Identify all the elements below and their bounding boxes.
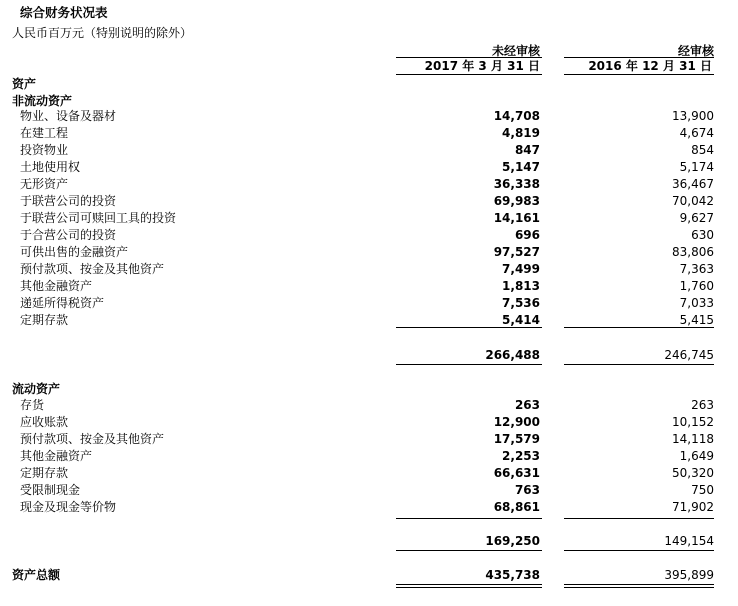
total-assets-col2: 395,899 [664,568,714,582]
noncurrent-subtotal-rule-col2 [564,327,714,328]
current-total-col2: 149,154 [664,534,714,548]
col1-date-header [396,57,542,75]
row-label: 无形资产 [20,177,69,191]
row-value-col1: 66,631 [493,466,540,480]
table-row [0,244,738,261]
noncurrent-total-rule-col2 [564,364,714,365]
row-value-col1: 847 [514,143,540,157]
row-value-col1: 5,147 [502,160,540,174]
table-row [0,142,738,159]
row-value-col2: 7,033 [679,296,714,310]
row-value-col2: 630 [691,228,714,242]
current-total-row [0,533,738,550]
unit-note: 人民币百万元（特别说明的除外） [12,26,193,40]
total-assets-rule-col1-b [396,587,542,588]
table-row [0,278,738,295]
row-value-col2: 71,902 [672,500,714,514]
current-total-rule-col2 [564,550,714,551]
table-row [0,125,738,142]
row-value-col1: 12,900 [493,415,540,429]
row-label: 于联营公司可赎回工具的投资 [20,211,177,225]
table-row [0,397,738,414]
row-value-col2: 1,760 [679,279,714,293]
col1-status-header: 未经审核 [491,44,540,58]
total-assets-rule-col1-a [396,584,542,585]
current-subtotal-rule-col1 [396,518,542,519]
row-label: 现金及现金等价物 [20,500,117,514]
assets-heading: 资产 [12,77,37,91]
row-value-col1: 14,708 [493,109,540,123]
row-value-col2: 70,042 [672,194,714,208]
row-value-col2: 83,806 [672,245,714,259]
row-label: 投资物业 [20,143,69,157]
row-label: 其他金融资产 [20,449,93,463]
row-value-col2: 750 [691,483,714,497]
row-value-col1: 97,527 [493,245,540,259]
noncurrent-subtotal-rule-col1 [396,327,542,328]
total-assets-rule-col2-a [564,584,714,585]
table-row [0,448,738,465]
row-value-col2: 7,363 [679,262,714,276]
row-label: 受限制现金 [20,483,81,497]
table-row [0,431,738,448]
row-value-col2: 854 [691,143,714,157]
row-value-col1: 69,983 [493,194,540,208]
row-value-col2: 5,174 [679,160,714,174]
col2-date-header [564,57,714,75]
row-label: 可供出售的金融资产 [20,245,129,259]
current-total-rule-col1 [396,550,542,551]
noncurrent-total-rule-col1 [396,364,542,365]
row-value-col1: 36,338 [493,177,540,191]
table-row [0,108,738,125]
total-assets-rule-col2-b [564,587,714,588]
row-value-col2: 5,415 [679,313,714,327]
row-label: 物业、设备及器材 [20,109,117,123]
row-value-col1: 14,161 [493,211,540,225]
row-value-col2: 4,674 [679,126,714,140]
table-row [0,414,738,431]
table-row [0,159,738,176]
table-row [0,499,738,516]
row-value-col1: 2,253 [502,449,540,463]
col1-date-text: 2017 年 3 月 31 日 [424,59,540,73]
row-value-col1: 1,813 [502,279,540,293]
table-row [0,465,738,482]
table-row [0,176,738,193]
row-value-col2: 1,649 [679,449,714,463]
noncurrent-total-col2: 246,745 [664,348,714,362]
row-value-col1: 4,819 [502,126,540,140]
row-label: 于合营公司的投资 [20,228,117,242]
current-total-col1: 169,250 [485,534,540,548]
table-row [0,227,738,244]
row-value-col1: 263 [514,398,540,412]
row-value-col1: 7,499 [502,262,540,276]
current-heading: 流动资产 [12,382,61,396]
row-value-col1: 17,579 [493,432,540,446]
total-assets-row [0,567,738,584]
table-row [0,261,738,278]
row-value-col2: 9,627 [679,211,714,225]
row-label: 预付款项、按金及其他资产 [20,262,165,276]
row-label: 定期存款 [20,466,69,480]
row-label: 存货 [20,398,45,412]
total-assets-col1: 435,738 [485,568,540,582]
row-value-col2: 50,320 [672,466,714,480]
table-row [0,482,738,499]
row-value-col2: 13,900 [672,109,714,123]
row-label: 其他金融资产 [20,279,93,293]
table-row [0,210,738,227]
table-row [0,295,738,312]
row-label: 递延所得税资产 [20,296,105,310]
noncurrent-total-row [0,347,738,364]
noncurrent-heading: 非流动资产 [12,94,73,108]
noncurrent-total-col1: 266,488 [485,348,540,362]
col2-status-header: 经审核 [677,44,714,58]
statement-title: 综合财务状况表 [20,5,108,20]
row-label: 应收账款 [20,415,69,429]
row-label: 土地使用权 [20,160,81,174]
row-value-col2: 10,152 [672,415,714,429]
row-value-col1: 7,536 [502,296,540,310]
total-assets-label: 资产总额 [12,568,61,582]
row-value-col2: 36,467 [672,177,714,191]
row-label: 在建工程 [20,126,69,140]
row-label: 定期存款 [20,313,69,327]
col2-date-text: 2016 年 12 月 31 日 [588,59,712,73]
row-value-col1: 696 [514,228,540,242]
row-label: 预付款项、按金及其他资产 [20,432,165,446]
current-subtotal-rule-col2 [564,518,714,519]
row-value-col1: 5,414 [502,313,540,327]
row-value-col2: 263 [691,398,714,412]
row-value-col1: 68,861 [493,500,540,514]
row-value-col1: 763 [514,483,540,497]
row-value-col2: 14,118 [672,432,714,446]
row-label: 于联营公司的投资 [20,194,117,208]
table-row [0,193,738,210]
